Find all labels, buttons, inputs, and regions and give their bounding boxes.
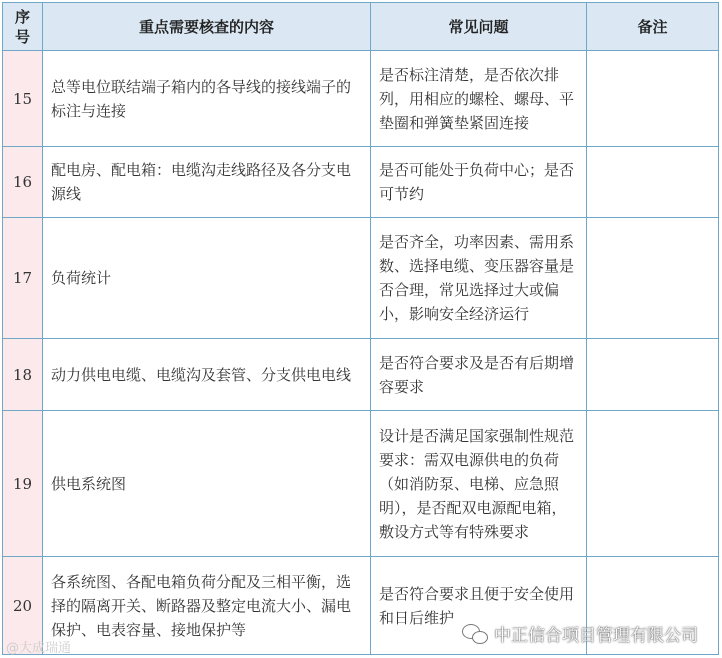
row-problems: 是否可能处于负荷中心；是否可节约 [371, 147, 587, 218]
row-content: 总等电位联结端子箱内的各导线的接线端子的标注与连接 [43, 51, 371, 147]
row-num: 16 [3, 147, 43, 218]
watermark-left: @大成瑞通 [6, 641, 72, 656]
table-header-row [3, 3, 719, 51]
row-problems: 是否符合要求及是否有后期增容要求 [371, 339, 587, 411]
table-row [3, 51, 719, 147]
header-notes: 备注 [587, 3, 719, 51]
header-problems: 常见问题 [371, 3, 587, 51]
wechat-icon [462, 624, 488, 644]
table-row [3, 339, 719, 411]
review-table [2, 2, 719, 655]
row-notes [587, 218, 719, 339]
row-notes [587, 147, 719, 218]
table-row [3, 218, 719, 339]
row-content: 各系统图、各配电箱负荷分配及三相平衡，选择的隔离开关、断路器及整定电流大小、漏电保护、电表容量、接地保护等 [43, 557, 371, 655]
row-notes [587, 339, 719, 411]
row-num: 19 [3, 411, 43, 557]
row-content: 负荷统计 [43, 218, 371, 339]
row-num: 17 [3, 218, 43, 339]
row-content: 供电系统图 [43, 411, 371, 557]
watermark-right-text: 中正信合项目管理有限公司 [494, 626, 698, 646]
row-notes [587, 51, 719, 147]
row-problems: 设计是否满足国家强制性规范要求：需双电源供电的负荷（如消防泵、电梯、应急照明），是否配双电源配电箱，敷设方式等有特殊要求 [371, 411, 587, 557]
watermark-right [462, 621, 698, 646]
row-problems: 是否符合要求且便于安全使用和日后维护 [371, 557, 587, 655]
row-num: 18 [3, 339, 43, 411]
row-content: 配电房、配电箱：电缆沟走线路径及各分支电源线 [43, 147, 371, 218]
row-num: 15 [3, 51, 43, 147]
row-content: 动力供电电缆、电缆沟及套管、分支供电电线 [43, 339, 371, 411]
row-problems: 是否齐全，功率因素、需用系数、选择电缆、变压器容量是否合理，常见选择过大或偏小，影响安全经济运行 [371, 218, 587, 339]
row-problems: 是否标注清楚，是否依次排列，用相应的螺栓、螺母、平垫圈和弹簧垫紧固连接 [371, 51, 587, 147]
row-notes [587, 411, 719, 557]
header-num: 序号 [3, 3, 43, 51]
table-row [3, 411, 719, 557]
header-content: 重点需要核查的内容 [43, 3, 371, 51]
row-num: 20 [3, 557, 43, 655]
table-row [3, 147, 719, 218]
